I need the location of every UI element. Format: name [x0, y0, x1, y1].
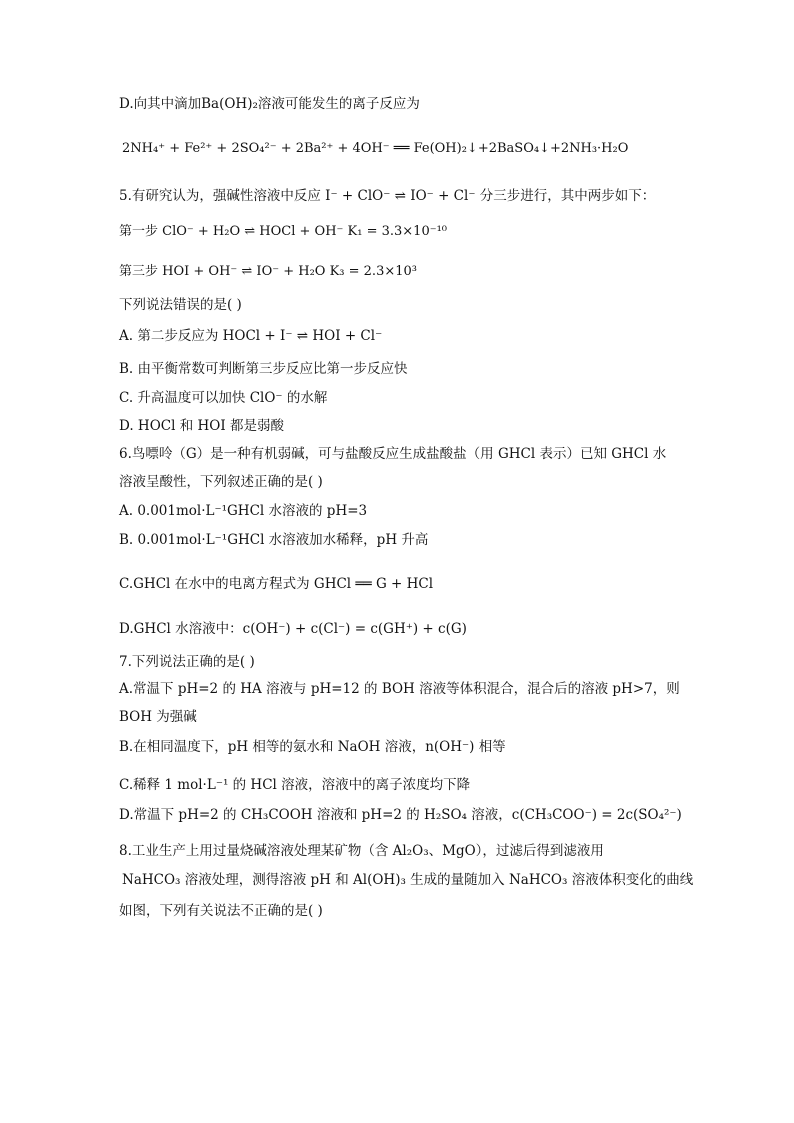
q6-option-d: D.GHCl 水溶液中：c(OH⁻) + c(Cl⁻) = c(GH⁺) + c(G): [119, 621, 467, 637]
q7-option-d: D.常温下 pH=2 的 CH₃COOH 溶液和 pH=2 的 H₂SO₄ 溶液，c(CH₃COO⁻) = 2c(SO₄²⁻): [119, 807, 682, 823]
q8-stem-line-1: 8.工业生产上用过量烧碱溶液处理某矿物（含 Al₂O₃、MgO），过滤后得到滤液用: [119, 843, 604, 859]
q5-step3: 第三步 HOI + OH⁻ ⇌ IO⁻ + H₂O K₃ = 2.3×10³: [119, 264, 417, 279]
q7-option-c: C.稀释 1 mol·L⁻¹ 的 HCl 溶液，溶液中的离子浓度均下降: [119, 777, 471, 793]
q8-stem-line-3: 如图，下列有关说法不正确的是( ): [119, 903, 323, 919]
q5-option-b: B. 由平衡常数可判断第三步反应比第一步反应快: [119, 361, 408, 377]
q7-option-b: B.在相同温度下，pH 相等的氨水和 NaOH 溶液，n(OH⁻) 相等: [119, 739, 506, 755]
q5-prompt: 下列说法错误的是( ): [119, 297, 242, 313]
q6-stem-line-2: 溶液呈酸性，下列叙述正确的是( ): [119, 474, 323, 490]
q4-option-d: D.向其中滴加Ba(OH)₂溶液可能发生的离子反应为: [119, 96, 420, 112]
q6-option-a: A. 0.001mol·L⁻¹GHCl 水溶液的 pH=3: [119, 503, 368, 519]
q5-stem: 5.有研究认为，强碱性溶液中反应 I⁻ + ClO⁻ ⇌ IO⁻ + Cl⁻ 分三步进行，其中两步如下：: [119, 188, 656, 204]
q4-option-d-equation: 2NH₄⁺ + Fe²⁺ + 2SO₄²⁻ + 2Ba²⁺ + 4OH⁻ ══ Fe(OH)₂↓+2BaSO₄↓+2NH₃·H₂O: [122, 141, 629, 156]
q7-stem: 7.下列说法正确的是( ): [119, 654, 255, 670]
q5-option-d: D. HOCl 和 HOI 都是弱酸: [119, 418, 284, 434]
q6-option-b: B. 0.001mol·L⁻¹GHCl 水溶液加水稀释，pH 升高: [119, 532, 429, 548]
q5-option-c: C. 升高温度可以加快 ClO⁻ 的水解: [119, 390, 328, 406]
q5-option-a: A. 第二步反应为 HOCl + I⁻ ⇌ HOI + Cl⁻: [119, 328, 383, 344]
q5-step1: 第一步 ClO⁻ + H₂O ⇌ HOCl + OH⁻ K₁ = 3.3×10⁻¹⁰: [119, 224, 447, 239]
q6-stem-line-1: 6.鸟嘌呤（G）是一种有机弱碱，可与盐酸反应生成盐酸盐（用 GHCl 表示）已知 GHCl 水: [119, 446, 667, 462]
q6-option-c: C.GHCl 在水中的电离方程式为 GHCl ══ G + HCl: [119, 576, 434, 592]
q7-option-a-line-1: A.常温下 pH=2 的 HA 溶液与 pH=12 的 BOH 溶液等体积混合，混合后的溶液 pH>7，则: [119, 681, 680, 697]
q7-option-a-line-2: BOH 为强碱: [119, 709, 197, 725]
q8-stem-line-2: NaHCO₃ 溶液处理，测得溶液 pH 和 Al(OH)₃ 生成的量随加入 NaHCO₃ 溶液体积变化的曲线: [122, 872, 694, 888]
